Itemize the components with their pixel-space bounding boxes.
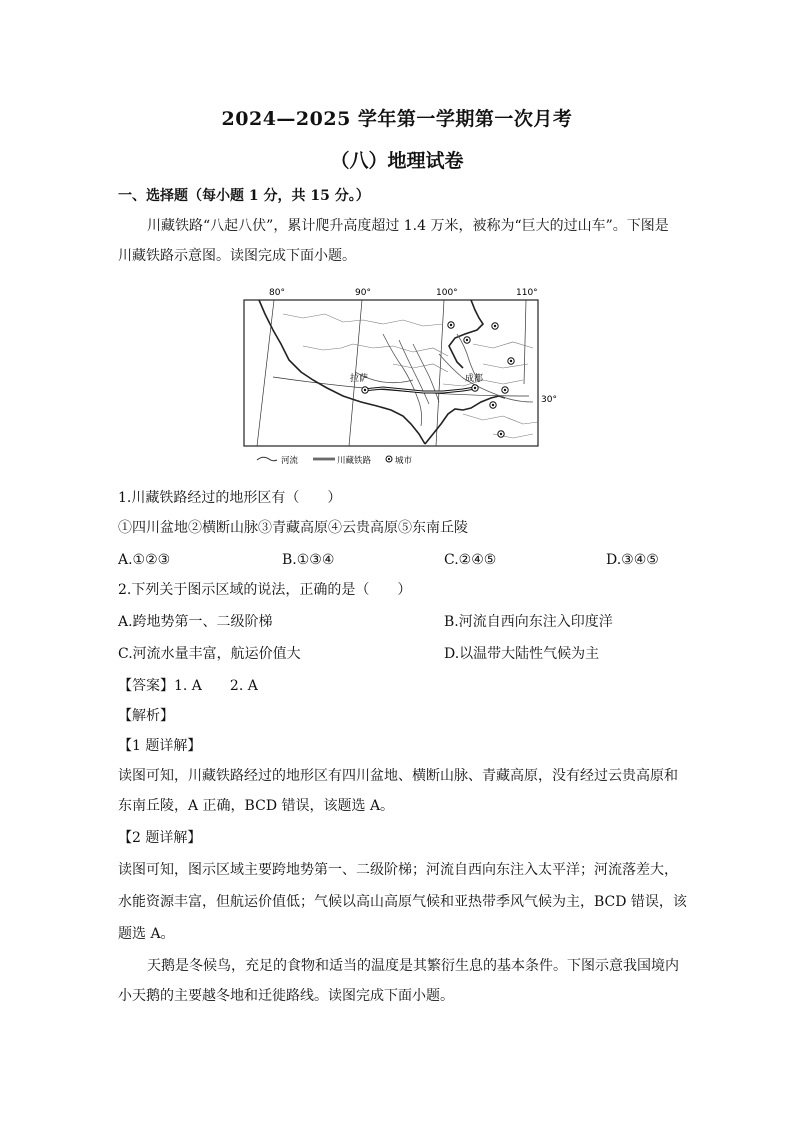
lat-label-30: 30° — [541, 395, 557, 405]
city-markers — [362, 322, 514, 437]
passage1-line2: 川藏铁路示意图。读图完成下面小题。 — [118, 248, 356, 264]
q1-option-b: B.①③④ — [282, 552, 335, 568]
map-frame — [244, 300, 538, 446]
meridian-90 — [349, 300, 362, 446]
q1-option-d: D.③④⑤ — [606, 552, 659, 568]
q1-option-a: A.①②③ — [118, 552, 171, 568]
lon-label-100: 100° — [436, 288, 458, 298]
detail2-line3: 题选 A。 — [118, 926, 175, 942]
q1-stem: 1.川藏铁路经过的地形区有（ ） — [118, 490, 342, 506]
q2-option-a: A.跨地势第一、二级阶梯 — [118, 614, 273, 630]
exam-subtitle: （八）地理试卷 — [330, 150, 464, 172]
q1-option-c: C.②④⑤ — [444, 552, 497, 568]
rivers — [355, 334, 533, 426]
q1-items: ①四川盆地②横断山脉③青藏高原④云贵高原⑤东南丘陵 — [118, 520, 468, 536]
meridian-80 — [257, 300, 274, 446]
section-heading: 一、选择题（每小题 1 分，共 15 分。） — [118, 188, 370, 204]
passage2-line2: 小天鹅的主要越冬地和迁徙路线。读图完成下面小题。 — [118, 988, 454, 1004]
meridian-110 — [524, 300, 526, 384]
q2-option-d: D.以温带大陆性气候为主 — [444, 646, 600, 662]
city-label-lhasa: 拉萨 — [350, 374, 369, 384]
legend-river-label: 河流 — [281, 456, 299, 466]
legend-railway-label: 川藏铁路 — [337, 456, 372, 466]
detail1-heading: 【1 题详解】 — [118, 738, 202, 754]
detail2-heading: 【2 题详解】 — [118, 830, 202, 846]
legend-city-label: 城市 — [395, 456, 413, 466]
q2-option-c: C.河流水量丰富，航运价值大 — [118, 646, 301, 662]
analysis-heading: 【解析】 — [118, 708, 174, 724]
detail2-line1: 读图可知，图示区域主要跨地势第一、二级阶梯；河流自西向东注入太平洋；河流落差大， — [118, 862, 678, 878]
lon-label-90: 90° — [355, 288, 371, 298]
passage1-line1: 川藏铁路“八起八伏”，累计爬升高度超过 1.4 万米，被称为“巨大的过山车”。下图是 — [147, 218, 669, 234]
city-label-chengdu: 成都 — [465, 374, 484, 384]
q2-stem: 2.下列关于图示区域的说法，正确的是（ ） — [118, 582, 412, 598]
passage2-line1: 天鹅是冬候鸟，充足的食物和适当的温度是其繁衍生息的基本条件。下图示意我国境内 — [147, 958, 679, 974]
detail1-line1: 读图可知，川藏铁路经过的地形区有四川盆地、横断山脉、青藏高原，没有经过云贵高原和 — [118, 768, 678, 784]
legend-river-icon — [257, 457, 277, 461]
answer-line: 【答案】1. A 2. A — [118, 678, 258, 694]
border-line — [259, 300, 505, 444]
exam-title: 2024—2025 学年第一学期第一次月考 — [221, 108, 573, 130]
region-boundaries — [283, 314, 538, 438]
lon-label-80: 80° — [269, 288, 285, 298]
detail2-line2: 水能资源丰富，但航运价值低；气候以高山高原气候和亚热带季风气候为主，BCD 错误，该 — [118, 894, 687, 910]
detail1-line2: 东南丘陵，A 正确，BCD 错误，该题选 A。 — [118, 798, 395, 814]
lon-label-110: 110° — [516, 288, 538, 298]
q2-option-b: B.河流自西向东注入印度洋 — [444, 614, 613, 630]
sichuan-tibet-railway-map — [243, 284, 557, 470]
